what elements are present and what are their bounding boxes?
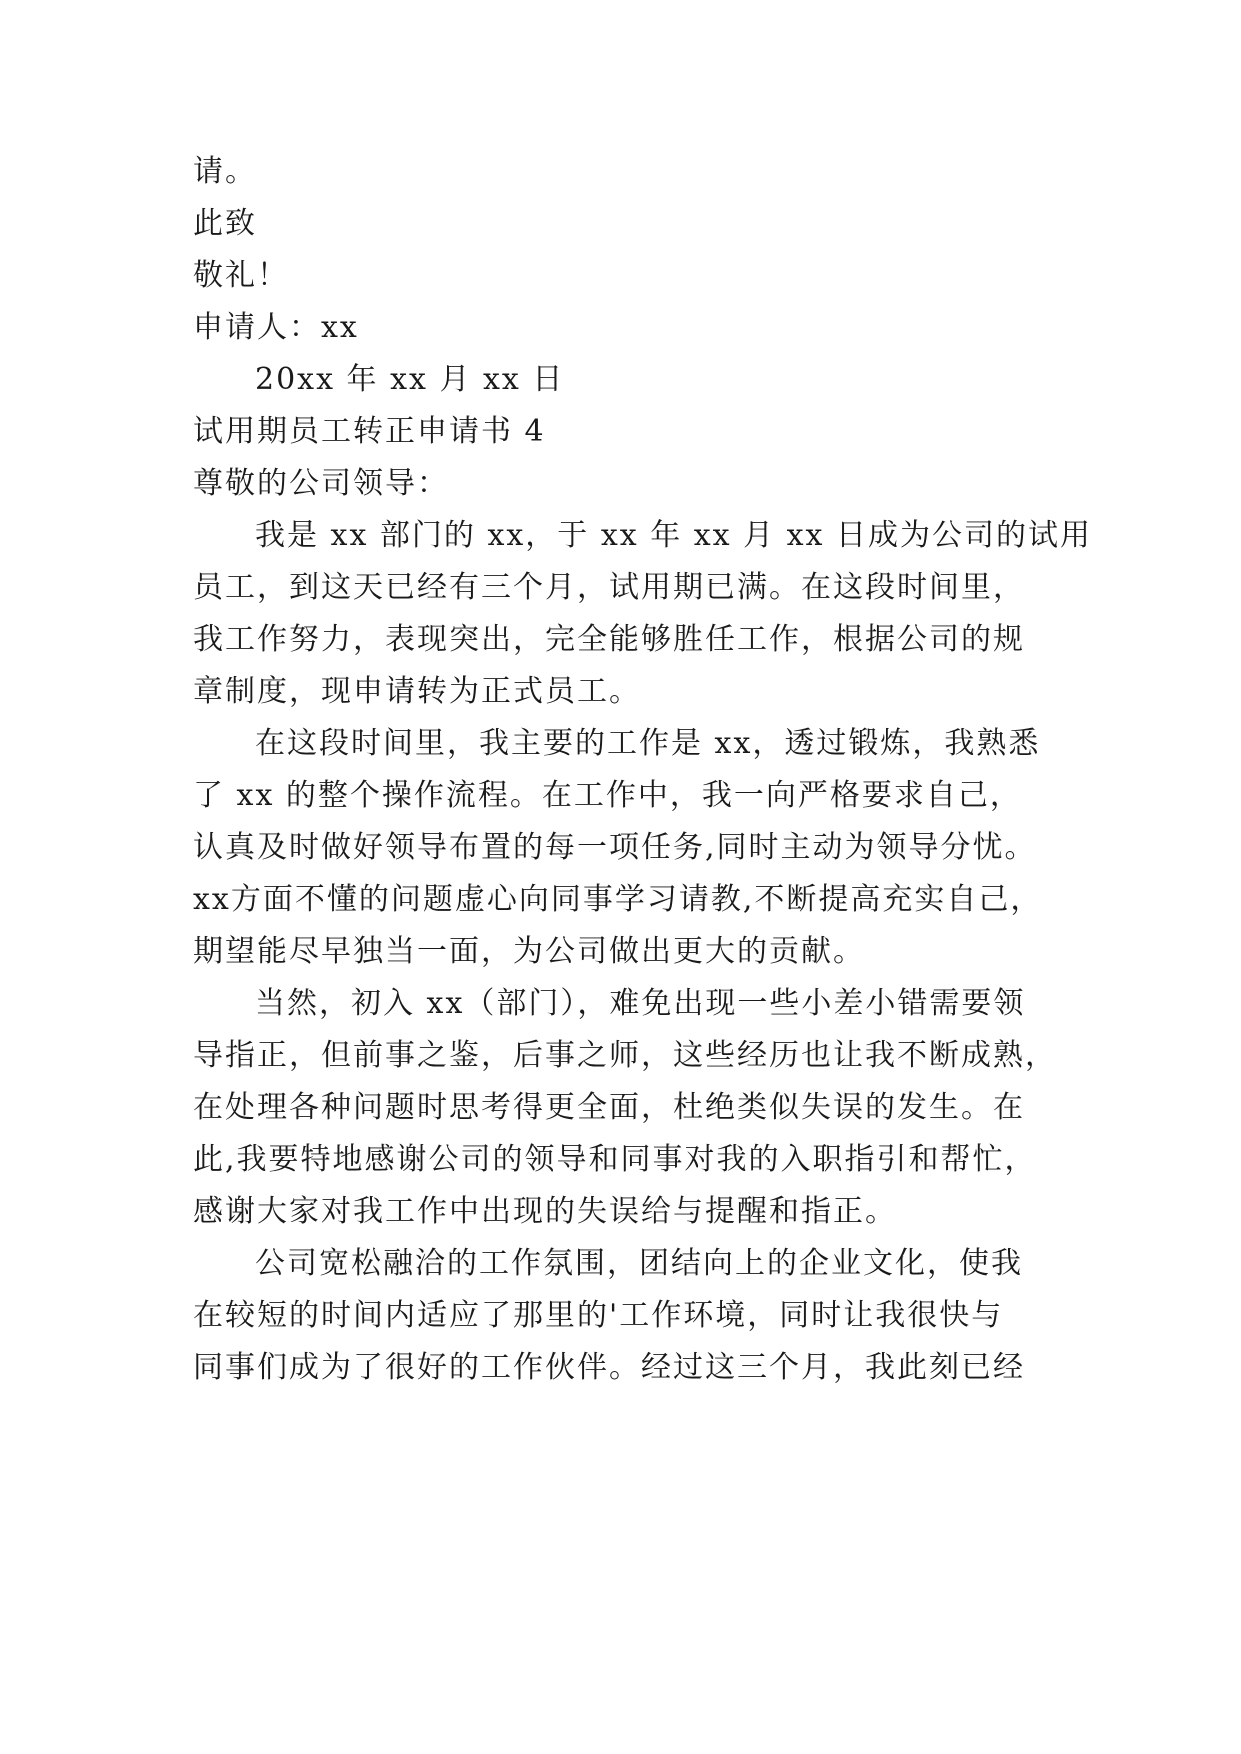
salutation: 尊敬的公司领导： (193, 466, 449, 501)
para2-line: 在这段时间里，我主要的工作是 xx，透过锻炼，我熟悉 (255, 726, 1041, 761)
date-line: 20xx 年 xx 月 xx 日 (255, 362, 565, 397)
para1-line: 我工作努力，表现突出，完全能够胜任工作，根据公司的规 (193, 622, 1025, 657)
para2-line: xx方面不懂的问题虚心向同事学习请教,不断提高充实自己， (193, 882, 1043, 917)
para2-line: 期望能尽早独当一面，为公司做出更大的贡献。 (193, 934, 865, 969)
section-title: 试用期员工转正申请书 4 (193, 414, 546, 449)
para2-line: 了 xx 的整个操作流程。在工作中，我一向严格要求自己， (193, 778, 1022, 813)
para4-line: 在较短的时间内适应了那里的'工作环境，同时让我很快与 (193, 1298, 1004, 1333)
para3-line: 此,我要特地感谢公司的领导和同事对我的入职指引和帮忙， (193, 1142, 1037, 1177)
closing-line-3: 敬礼！ (193, 258, 289, 293)
para3-line: 感谢大家对我工作中出现的失误给与提醒和指正。 (193, 1194, 897, 1229)
closing-line-2: 此致 (193, 206, 257, 241)
para1-line: 我是 xx 部门的 xx，于 xx 年 xx 月 xx 日成为公司的试用 (255, 518, 1093, 553)
para4-line: 同事们成为了很好的工作伙伴。经过这三个月，我此刻已经 (193, 1350, 1025, 1385)
para3-line: 导指正，但前事之鉴，后事之师，这些经历也让我不断成熟， (193, 1038, 1057, 1073)
closing-line-1: 请。 (193, 154, 257, 189)
para3-line: 当然，初入 xx（部门），难免出现一些小差小错需要领 (255, 986, 1026, 1021)
applicant-line: 申请人：xx (193, 310, 359, 345)
para1-line: 章制度，现申请转为正式员工。 (193, 674, 641, 709)
para3-line: 在处理各种问题时思考得更全面，杜绝类似失误的发生。在 (193, 1090, 1025, 1125)
para4-line: 公司宽松融洽的工作氛围，团结向上的企业文化，使我 (255, 1246, 1023, 1281)
para2-line: 认真及时做好领导布置的每一项任务,同时主动为领导分忧。 (193, 830, 1037, 865)
para1-line: 员工，到这天已经有三个月，试用期已满。在这段时间里， (193, 570, 1025, 605)
